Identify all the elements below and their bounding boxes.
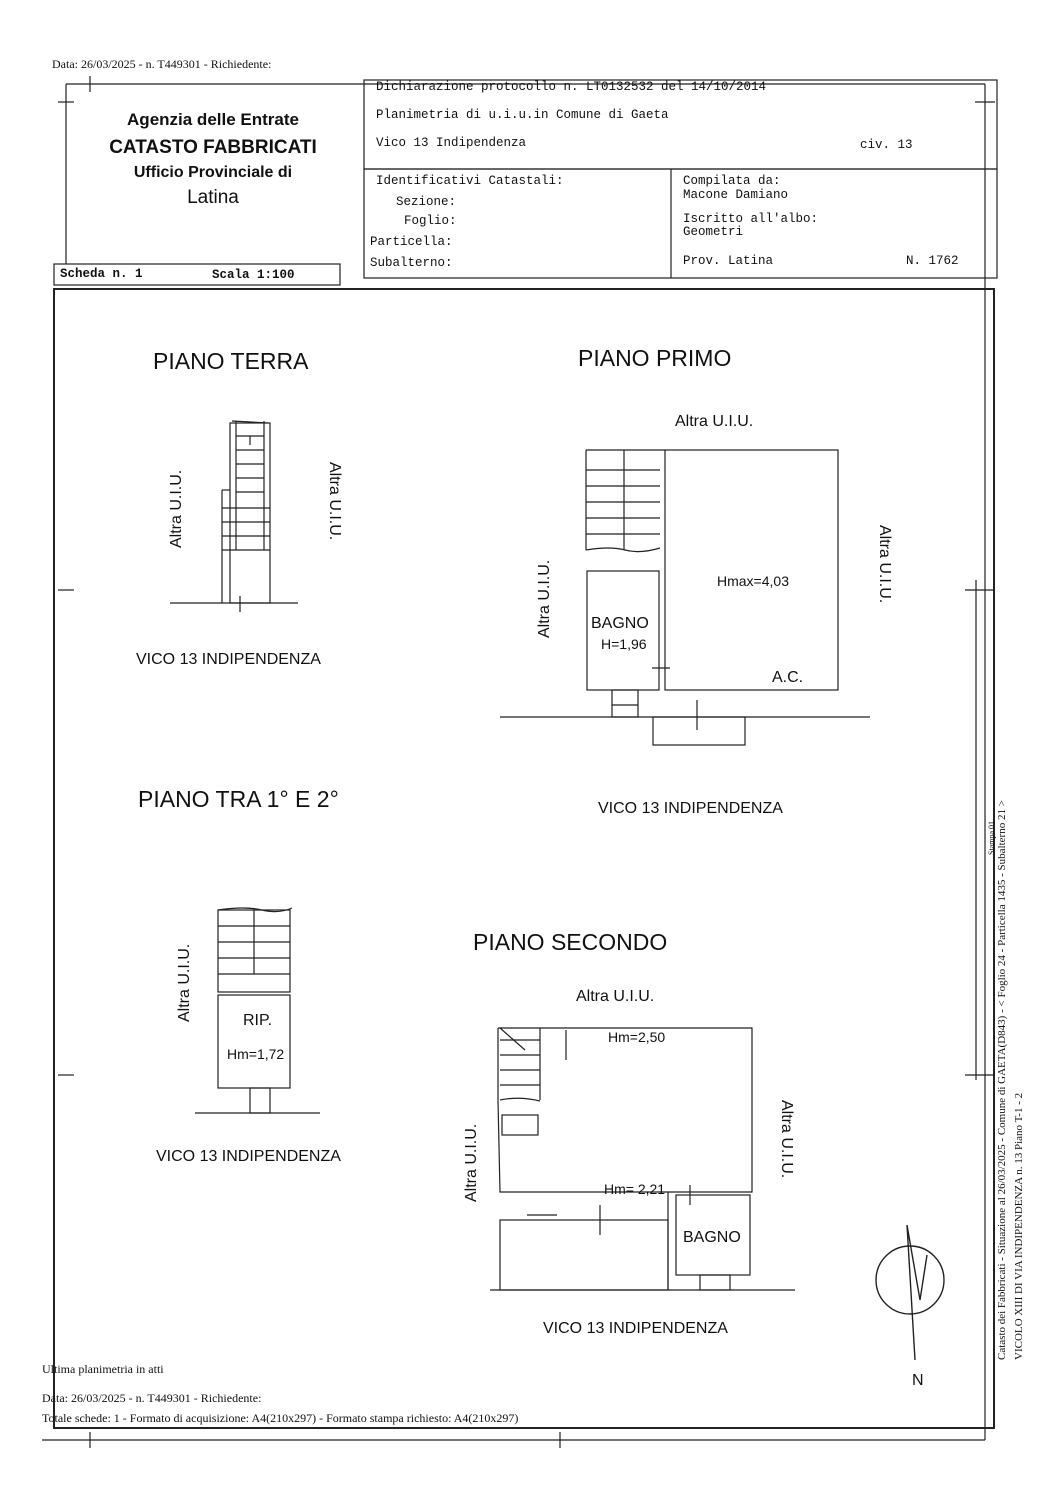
floor-secondo-plan — [490, 1028, 795, 1290]
catasto-title: CATASTO FABBRICATI — [109, 137, 317, 158]
secondo-hm-bottom: Hm= 2,21 — [604, 1181, 666, 1197]
secondo-road-label: VICO 13 INDIPENDENZA — [543, 1320, 728, 1337]
primo-right-label: Altra U.I.U. — [876, 525, 893, 604]
primo-ac-label: A.C. — [772, 669, 804, 686]
agency-name: Agenzia delle Entrate — [127, 110, 299, 129]
floor-tra-plan — [195, 908, 320, 1113]
primo-left-label: Altra U.I.U. — [536, 559, 553, 638]
planimetry-line: Planimetria di u.i.u.in Comune di Gaeta — [376, 108, 669, 122]
primo-road-label: VICO 13 INDIPENDENZA — [598, 800, 783, 817]
secondo-bagno-label: BAGNO — [683, 1229, 741, 1246]
tra-left-label: Altra U.I.U. — [176, 943, 193, 1022]
primo-hmax-label: Hmax=4,03 — [717, 573, 789, 589]
foglio-label: Foglio: — [404, 214, 457, 228]
civic-number: civ. 13 — [860, 138, 913, 152]
declaration-line: Dichiarazione protocollo n. LT0132532 del 14/10/2014 — [376, 80, 767, 94]
registration-number: N. 1762 — [906, 254, 959, 268]
floor-secondo-title: PIANO SECONDO — [473, 929, 668, 955]
floor-terra-title: PIANO TERRA — [153, 348, 309, 374]
secondo-left-label: Altra U.I.U. — [463, 1123, 480, 1202]
north-arrow-icon — [876, 1225, 944, 1360]
floor-primo-title: PIANO PRIMO — [578, 345, 732, 371]
subalterno-label: Subalterno: — [370, 256, 453, 270]
primo-bagno-height: H=1,96 — [601, 636, 647, 652]
tra-rip-label: RIP. — [243, 1012, 273, 1029]
tra-road-label: VICO 13 INDIPENDENZA — [156, 1148, 341, 1165]
secondo-top-label: Altra U.I.U. — [576, 988, 655, 1005]
side-stamp-text: Stampa 01 — [987, 821, 996, 855]
floor-primo-plan — [500, 450, 870, 745]
compiler-name: Macone Damiano — [683, 188, 789, 202]
primo-top-label: Altra U.I.U. — [675, 413, 754, 430]
floor-terra-plan — [170, 421, 298, 612]
side-catasto-text: Catasto dei Fabbricati - Situazione al 26/03/2025 - Comune di GAETA(D843) - < Foglio 24 - Particella 1435 - Subalterno 21 > — [996, 800, 1008, 1360]
scale-label: Scala 1:100 — [212, 268, 295, 282]
primo-bagno-label: BAGNO — [591, 615, 649, 632]
province-name: Latina — [187, 187, 239, 208]
compiled-label: Compilata da: — [683, 174, 781, 188]
identifiers-title: Identificativi Catastali: — [376, 174, 564, 188]
particella-label: Particella: — [370, 235, 453, 249]
footer-ultima: Ultima planimetria in atti — [42, 1362, 164, 1376]
footer-totale: Totale schede: 1 - Formato di acquisizione: A4(210x297) - Formato stampa richiesto: A4(210x297) — [42, 1411, 519, 1425]
terra-road-label: VICO 13 INDIPENDENZA — [136, 651, 321, 668]
address-line: Vico 13 Indipendenza — [376, 136, 527, 150]
top-request-line: Data: 26/03/2025 - n. T449301 - Richiedente: — [52, 57, 272, 71]
north-label: N — [912, 1372, 924, 1389]
floor-tra-title: PIANO TRA 1° E 2° — [138, 786, 339, 812]
sezione-label: Sezione: — [396, 195, 457, 209]
side-address-text: VICOLO XIII DI VIA INDIPENDENZA n. 13 Piano T-1 - 2 — [1013, 1092, 1025, 1360]
scheda-label: Scheda n. 1 — [60, 267, 143, 281]
albo-label: Iscritto all'albo: — [683, 212, 819, 226]
albo-value: Geometri — [683, 225, 744, 239]
terra-right-label: Altra U.I.U. — [326, 462, 343, 541]
ufficio-label: Ufficio Provinciale di — [133, 164, 293, 181]
tra-hm-label: Hm=1,72 — [227, 1046, 285, 1062]
secondo-hm-top: Hm=2,50 — [608, 1029, 666, 1045]
terra-left-label: Altra U.I.U. — [168, 469, 185, 548]
footer-data: Data: 26/03/2025 - n. T449301 - Richiedente: — [42, 1391, 262, 1405]
province-line: Prov. Latina — [683, 254, 774, 268]
secondo-right-label: Altra U.I.U. — [778, 1100, 795, 1179]
